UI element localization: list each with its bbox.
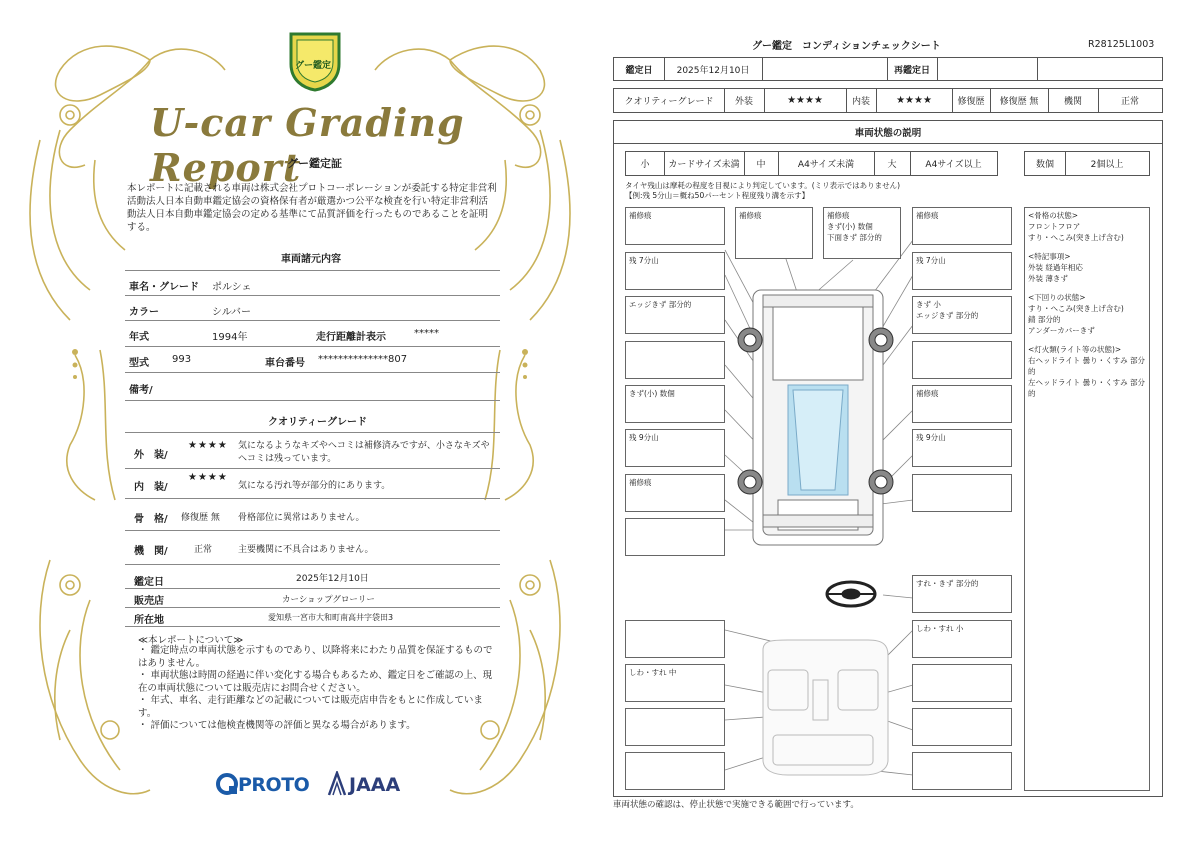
- frame-heading: <骨格の状態>: [1028, 211, 1079, 220]
- interior-box: [912, 664, 1012, 702]
- year-label: 年式: [129, 332, 149, 343]
- shop-value: カーショップグローリー: [282, 595, 375, 605]
- damage-box: 補修痕: [625, 207, 725, 245]
- tire-box: 残 9分山: [912, 429, 1012, 467]
- frame-value: 修復歴 無: [181, 513, 220, 523]
- size-large-value: A4サイズ以上: [925, 160, 982, 170]
- special-heading: <特記事項>: [1028, 252, 1071, 261]
- damage-box: エッジきず 部分的: [625, 296, 725, 334]
- proto-logo: PROTO: [238, 774, 310, 796]
- ext-label: 外装: [734, 97, 753, 107]
- mileage-label: 走行距離計表示: [316, 332, 386, 343]
- frame-label: 骨 格/: [134, 514, 168, 525]
- badge-label: グー鑑定: [295, 61, 332, 71]
- count-value: 2個以上: [1090, 160, 1124, 170]
- steering-wheel-icon: [827, 582, 875, 606]
- exterior-stars: ★★★★: [188, 440, 228, 451]
- frame-item: すり・へこみ(突き上げ含む): [1028, 233, 1124, 242]
- count-legend: [1024, 151, 1150, 176]
- section-title: 車両状態の説明: [854, 127, 922, 139]
- under-heading: <下回りの状態>: [1028, 293, 1086, 302]
- car-top-view: [753, 290, 883, 545]
- damage-box: [625, 518, 725, 556]
- size-small: 小: [640, 160, 650, 170]
- special-item: 外装 経過年相応: [1028, 263, 1083, 272]
- damage-box: [625, 341, 725, 379]
- damage-text: エッジきず 部分的: [916, 311, 979, 320]
- interior-box: しわ・すれ 中: [625, 664, 725, 702]
- interior-box: [625, 752, 725, 790]
- damage-box: 補修痕: [625, 474, 725, 512]
- special-item: 外装 薄きず: [1028, 274, 1068, 283]
- engine-label: 機 関/: [134, 546, 168, 557]
- damage-text: 補修痕: [827, 211, 850, 220]
- script-title: U-car Grading Report: [150, 100, 465, 190]
- re-date-label: 再鑑定日: [893, 65, 930, 76]
- date-label: 鑑定日: [134, 577, 164, 588]
- repair-label: 修復歴: [957, 97, 985, 107]
- light-item: 左ヘッドライト 曇り・くすみ 部分的: [1028, 378, 1146, 398]
- address-label: 所在地: [134, 615, 164, 626]
- interior-box: [912, 752, 1012, 790]
- tire-note: タイヤ残山は摩耗の程度を目視により判定しています。(ミリ表示ではありません): [625, 181, 901, 190]
- engine-note: 主要機関に不具合はありません。: [238, 545, 374, 555]
- quality-title: クオリティーグレード: [268, 417, 367, 428]
- name-label: 車名・グレード: [129, 282, 199, 293]
- model-value: 993: [172, 354, 192, 365]
- name-value: ポルシェ: [212, 282, 252, 293]
- interior-box: [625, 620, 725, 658]
- engine-value: 正常: [194, 545, 213, 555]
- ext-stars: ★★★★: [787, 95, 823, 106]
- color-label: カラー: [129, 307, 159, 318]
- damage-box: [912, 296, 1012, 334]
- sheet-code: R28125L1003: [1088, 39, 1155, 50]
- exterior-note: 気になるようなキズやヘコミは補修済みですが、小さなキズやヘコミは残っています。: [238, 441, 490, 464]
- engine-label: 機関: [1063, 97, 1082, 107]
- tire-box: 残 7分山: [625, 252, 725, 290]
- sheet-title: グー鑑定 コンディションチェックシート: [752, 41, 941, 52]
- size-medium: 中: [756, 160, 766, 170]
- damage-box: [823, 207, 901, 259]
- damage-box: 補修痕: [735, 207, 813, 259]
- note-item: ・ 鑑定時点の車両状態を示すものであり、以降将来にわたり品質を保証するものではありません。: [138, 645, 493, 669]
- damage-box: 補修痕: [912, 207, 1012, 245]
- int-label: 内装: [851, 97, 870, 107]
- exterior-label: 外 装/: [134, 450, 168, 461]
- year-value: 1994年: [212, 332, 248, 343]
- int-stars: ★★★★: [896, 95, 932, 106]
- model-label: 型式: [129, 358, 149, 369]
- specs-title: 車両諸元内容: [281, 254, 341, 265]
- size-large: 大: [887, 160, 897, 170]
- size-small-value: カードサイズ未満: [668, 160, 740, 170]
- frame-note: 骨格部位に異常はありません。: [238, 513, 365, 523]
- light-heading: <灯火類(ライト等の状態)>: [1028, 345, 1122, 354]
- interior-note: 気になる汚れ等が部分的にあります。: [238, 481, 391, 491]
- sheet-footer: 車両状態の確認は、停止状態で実施できる範囲で行っています。: [613, 800, 859, 810]
- under-item: アンダーカバーきず: [1028, 326, 1095, 335]
- size-medium-value: A4サイズ未満: [797, 160, 855, 170]
- address-value: 愛知県一宮市大和町南高井字袋田3: [268, 613, 394, 622]
- remarks-label: 備考/: [129, 385, 153, 396]
- light-item: 右ヘッドライト 曇り・くすみ 部分的: [1028, 356, 1146, 376]
- interior-stars: ★★★★: [188, 472, 228, 483]
- under-item: すり・へこみ(突き上げ含む): [1028, 304, 1124, 313]
- damage-text: きず 小: [916, 300, 941, 309]
- qg-label: クオリティーグレード: [624, 97, 714, 107]
- chassis-value: **************807: [318, 354, 408, 365]
- color-value: シルバー: [212, 307, 252, 318]
- shop-label: 販売店: [134, 596, 164, 607]
- under-item: 錆 部分的: [1028, 315, 1061, 324]
- damage-box: きず(小) 数個: [625, 385, 725, 423]
- size-legend: [625, 151, 998, 176]
- date-row: [613, 57, 1163, 81]
- notes-title: ≪本レポートについて≫: [138, 635, 244, 646]
- damage-box: [912, 341, 1012, 379]
- interior-view: [763, 640, 888, 775]
- status-notes: [1024, 207, 1150, 791]
- damage-text: 下面きず 部分的: [827, 233, 882, 242]
- engine-value: 正常: [1120, 97, 1139, 107]
- jaaa-logo: JAAA: [349, 774, 401, 796]
- interior-box: しわ・すれ 小: [912, 620, 1012, 658]
- interior-box: [912, 708, 1012, 746]
- note-item: ・ 車両状態は時間の経過に伴い変化する場合もあるため、鑑定日をご確認の上、現在の車両状態については販売店にお問合せください。: [138, 670, 493, 694]
- chassis-label: 車台番号: [265, 358, 305, 369]
- repair-value: 修復歴 無: [999, 97, 1039, 107]
- damage-box: 補修痕: [912, 385, 1012, 423]
- certificate-statement: 本レポートに記載される車両は株式会社プロトコーポレーションが委託する特定非営利活動法人日本自動車鑑定協会の資格保有者が厳選かつ公平な検査を行い特定非営利活動法人日本自動車鑑定協会の定める基準にて品質評価を行ったものであることを証明する。: [127, 183, 497, 233]
- count-label: 数個: [1035, 160, 1054, 170]
- certificate-heading: グー鑑定証: [287, 157, 342, 170]
- mileage-value: *****: [414, 328, 439, 339]
- tire-box: 残 7分山: [912, 252, 1012, 290]
- tire-box: 残 9分山: [625, 429, 725, 467]
- interior-label: 内 装/: [134, 482, 168, 493]
- tire-example: 【例:残 5分山＝概ね50パーセント程度残り溝を示す】: [625, 191, 810, 200]
- damage-text: きず(小) 数個: [827, 222, 873, 231]
- damage-box: [912, 474, 1012, 512]
- grade-row: [613, 88, 1163, 113]
- frame-item: フロントフロア: [1028, 222, 1081, 231]
- date-value: 2025年12月10日: [296, 574, 369, 584]
- steering-box: すれ・きず 部分的: [912, 575, 1012, 613]
- sheet-date-label: 鑑定日: [625, 65, 653, 76]
- note-item: ・ 年式、車名、走行距離などの記載については販売店申告をもとに作成しています。: [138, 695, 483, 719]
- note-item: ・ 評価については他検査機関等の評価と異なる場合があります。: [138, 720, 416, 731]
- interior-box: [625, 708, 725, 746]
- sheet-date-value: 2025年12月10日: [676, 65, 750, 76]
